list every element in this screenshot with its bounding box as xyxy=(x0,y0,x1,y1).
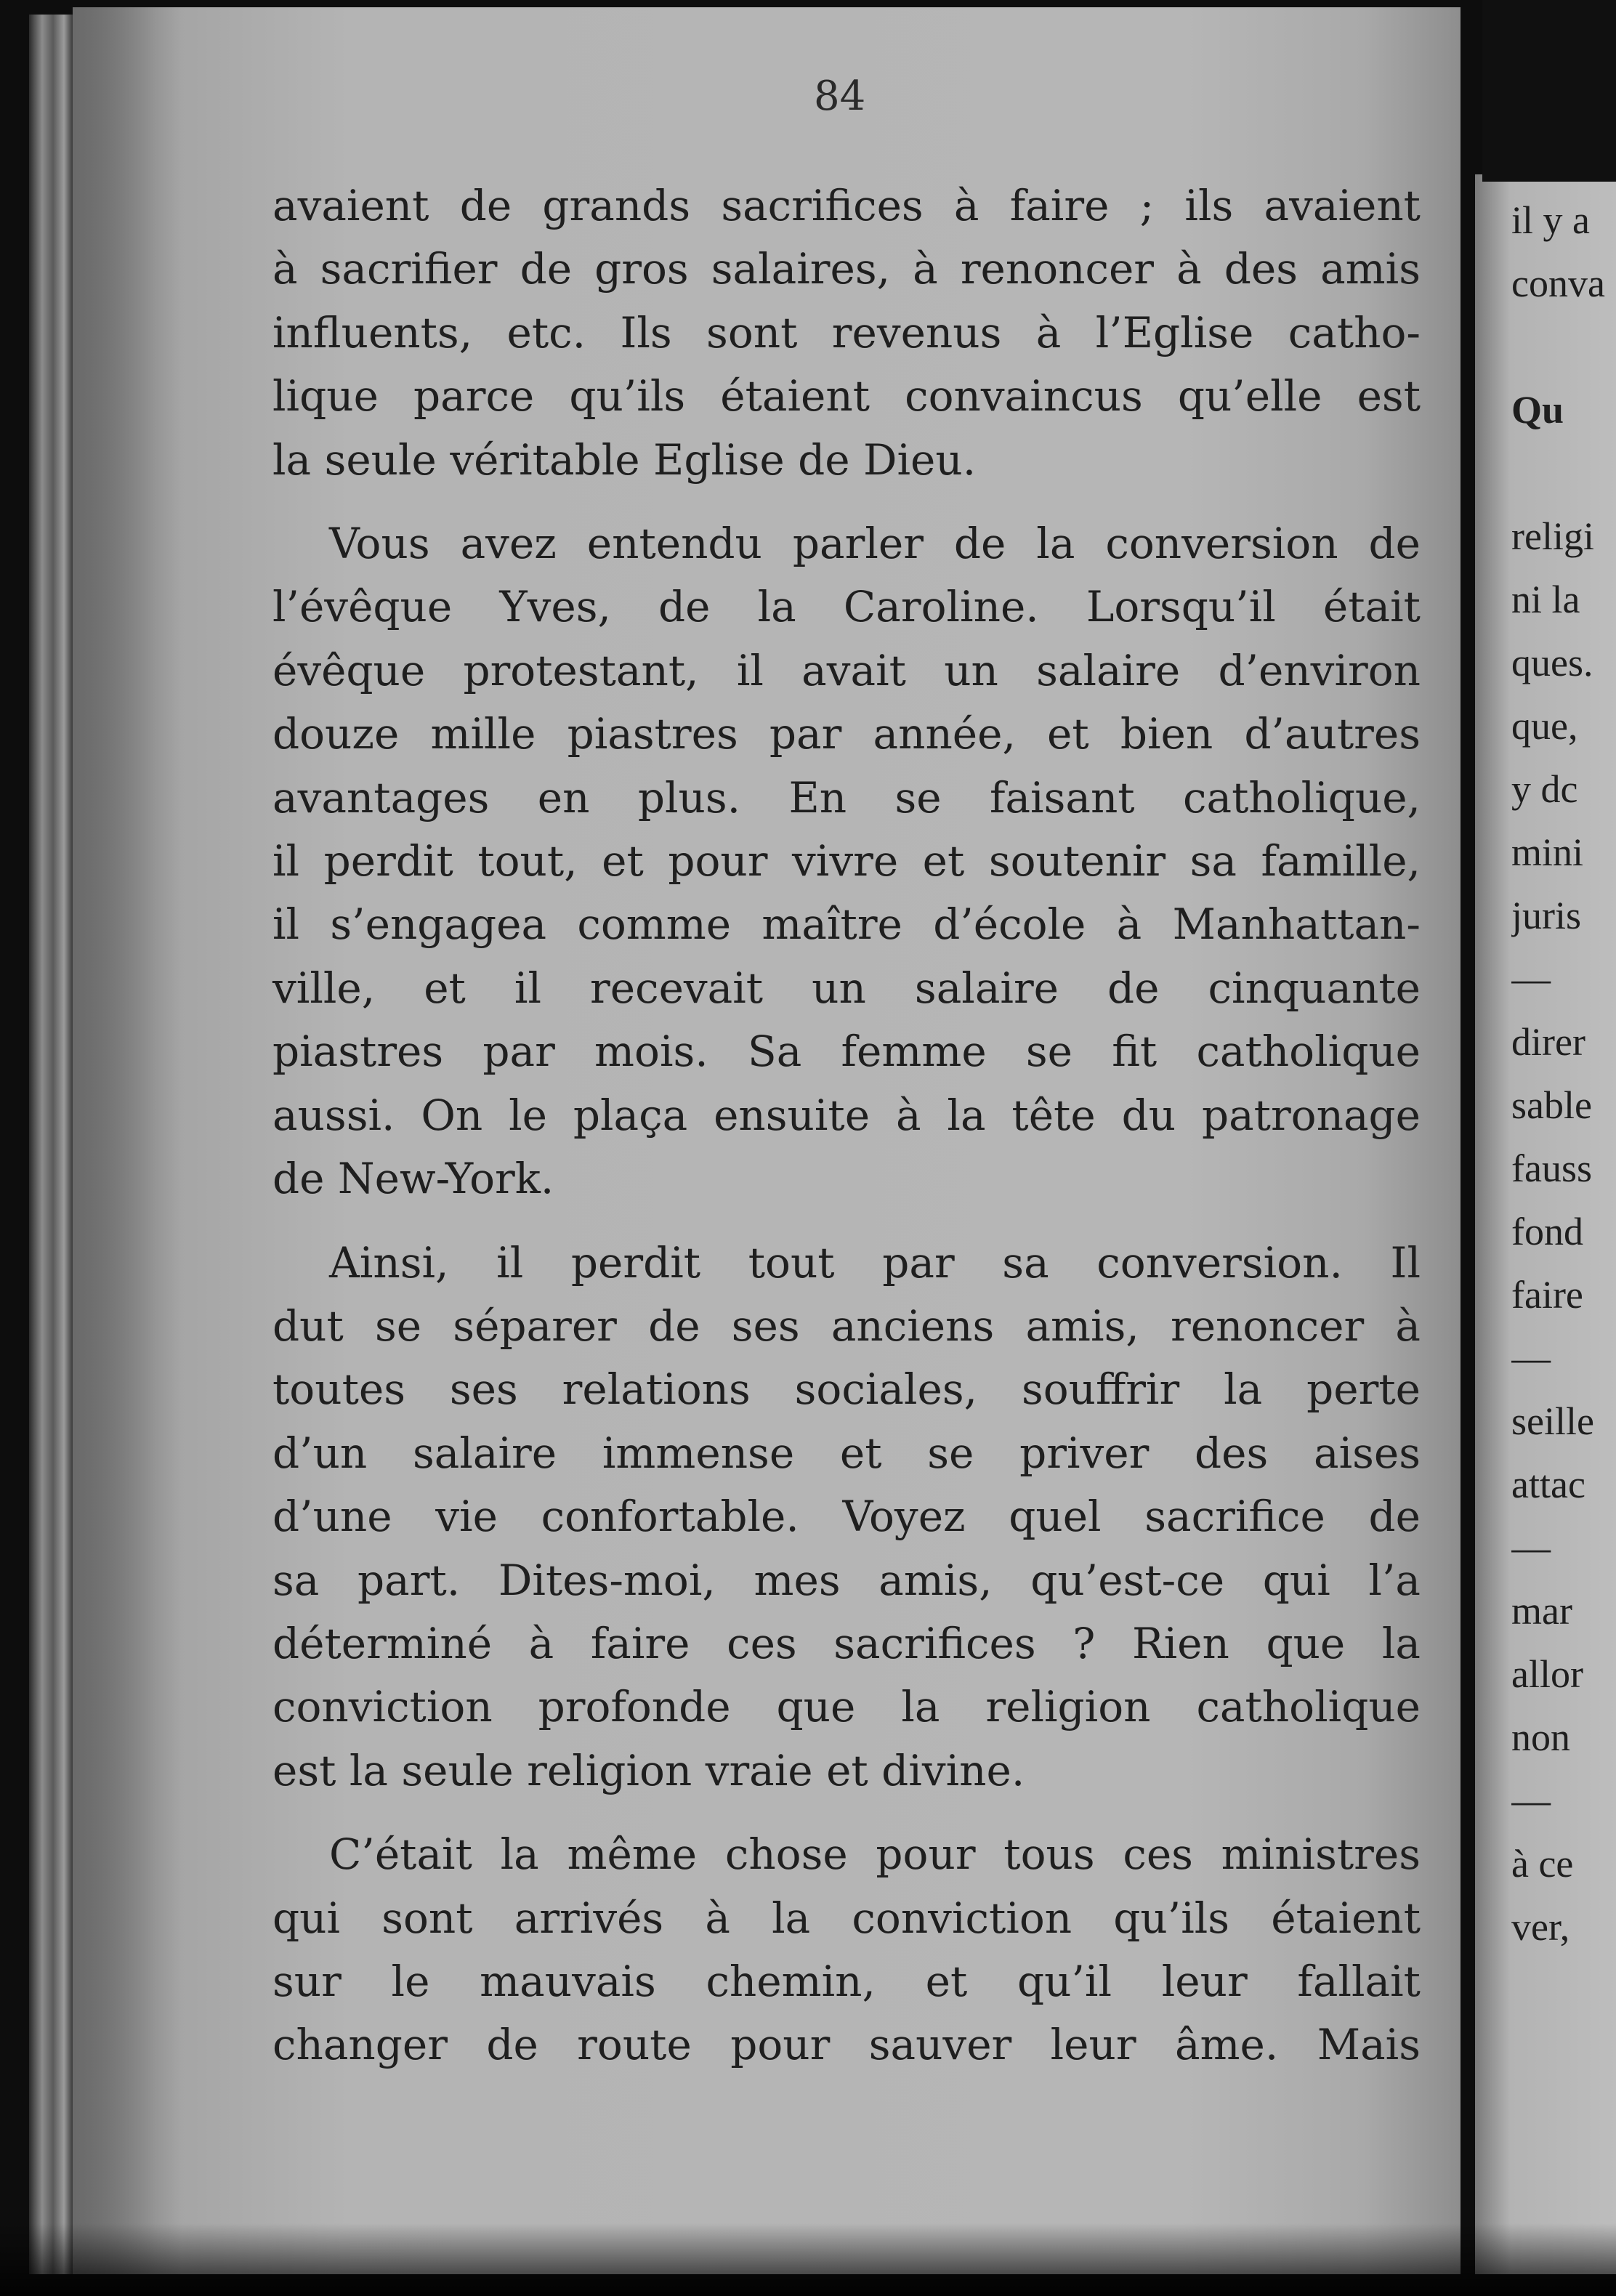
text-line: est la seule religion vraie et divine. xyxy=(272,1745,1025,1795)
fragment-line: mar xyxy=(1511,1589,1572,1633)
text-line: conviction profonde que la religion catholique xyxy=(272,1682,1421,1732)
fragment-gap xyxy=(1511,442,1616,505)
fragment-line: non xyxy=(1511,1715,1570,1759)
fragment-line: que, xyxy=(1511,704,1578,748)
fragment-heading: Qu xyxy=(1511,388,1564,432)
paragraph-1 xyxy=(272,174,1421,492)
fragment-line: ques. xyxy=(1511,641,1593,684)
text-line: piastres par mois. Sa femme se fit catholique xyxy=(272,1027,1421,1077)
fragment-line: y dc xyxy=(1511,767,1578,811)
text-line: sa part. Dites-moi, mes amis, qu’est-ce qui l’a xyxy=(272,1555,1421,1605)
text-line: qui sont arrivés à la conviction qu’ils étaient xyxy=(272,1893,1421,1943)
text-line: d’un salaire immense et se priver des aises xyxy=(272,1428,1421,1478)
fragment-line: ver, xyxy=(1511,1905,1570,1949)
text-line: de New-York. xyxy=(272,1154,554,1204)
text-line: la seule véritable Eglise de Dieu. xyxy=(272,434,977,485)
page-gutter-shadow xyxy=(73,7,182,2274)
text-line: changer de route pour sauver leur âme. Mais xyxy=(272,2020,1421,2070)
text-line: aussi. On le plaça ensuite à la tête du patronage xyxy=(272,1090,1421,1140)
paragraph-2 xyxy=(272,512,1421,1210)
page-number: 84 xyxy=(814,73,866,120)
fragment-line: à ce xyxy=(1511,1842,1574,1885)
text-line: d’une vie confortable. Voyez quel sacrifice de xyxy=(272,1492,1421,1542)
paragraph-3 xyxy=(272,1232,1421,1803)
fragment-line: religi xyxy=(1511,514,1594,558)
torn-page-corner xyxy=(1482,0,1616,182)
fragment-line: mini xyxy=(1511,830,1584,874)
fragment-line: direr xyxy=(1511,1020,1585,1064)
fragment-line: ni la xyxy=(1511,578,1580,621)
fragment-line: seille xyxy=(1511,1399,1594,1443)
text-line: ville, et il recevait un salaire de cinquante xyxy=(272,963,1421,1013)
fragment-dash: — xyxy=(1511,1336,1551,1380)
next-page-fragments xyxy=(1511,189,1616,1959)
fragment-line: fond xyxy=(1511,1210,1583,1253)
text-line: sur le mauvais chemin, et qu’il leur fallait xyxy=(272,1956,1421,2006)
text-line: lique parce qu’ils étaient convaincus qu’elle est xyxy=(272,371,1421,421)
fragment-line: attac xyxy=(1511,1463,1585,1506)
text-line: il perdit tout, et pour vivre et soutenir sa famille, xyxy=(272,836,1421,886)
body-text xyxy=(272,174,1421,2077)
text-line: à sacrifier de gros salaires, à renoncer à des amis xyxy=(272,244,1421,294)
text-line: toutes ses relations sociales, souffrir la perte xyxy=(272,1365,1421,1415)
fragment-gap xyxy=(1511,315,1616,379)
text-line: il s’engagea comme maître d’école à Manhattan- xyxy=(272,900,1421,950)
book-edge xyxy=(29,15,73,2274)
text-line: Ainsi, il perdit tout par sa conversion. Il xyxy=(329,1237,1421,1288)
text-line: avaient de grands sacrifices à faire ; ils avaient xyxy=(272,181,1421,230)
text-line: évêque protestant, il avait un salaire d’environ xyxy=(272,645,1421,695)
fragment-line: juris xyxy=(1511,894,1582,937)
fragment-line: fauss xyxy=(1511,1147,1592,1190)
paragraph-4 xyxy=(272,1823,1421,2077)
text-line: Vous avez entendu parler de la conversion de xyxy=(329,519,1421,569)
text-line: avantages en plus. En se faisant catholique, xyxy=(272,772,1421,822)
bottom-shadow xyxy=(0,2223,1616,2296)
text-line: C’était la même chose pour tous ces ministres xyxy=(329,1830,1421,1880)
fragment-line: allor xyxy=(1511,1652,1583,1696)
fragment-line: faire xyxy=(1511,1273,1583,1317)
fragment-line: il y a xyxy=(1511,198,1590,242)
text-line: influents, etc. Ils sont revenus à l’Eglise catho- xyxy=(272,307,1421,357)
fragment-line: conva xyxy=(1511,262,1605,305)
text-line: déterminé à faire ces sacrifices ? Rien que la xyxy=(272,1618,1421,1668)
text-line: l’évêque Yves, de la Caroline. Lorsqu’il était xyxy=(272,582,1421,632)
text-line: dut se séparer de ses anciens amis, renoncer à xyxy=(272,1301,1421,1351)
fragment-dash: — xyxy=(1511,1779,1551,1822)
fragment-dash: — xyxy=(1511,1526,1551,1569)
fragment-line: sable xyxy=(1511,1083,1592,1127)
fragment-dash: — xyxy=(1511,957,1551,1001)
text-line: douze mille piastres par année, et bien d’autres xyxy=(272,709,1421,759)
